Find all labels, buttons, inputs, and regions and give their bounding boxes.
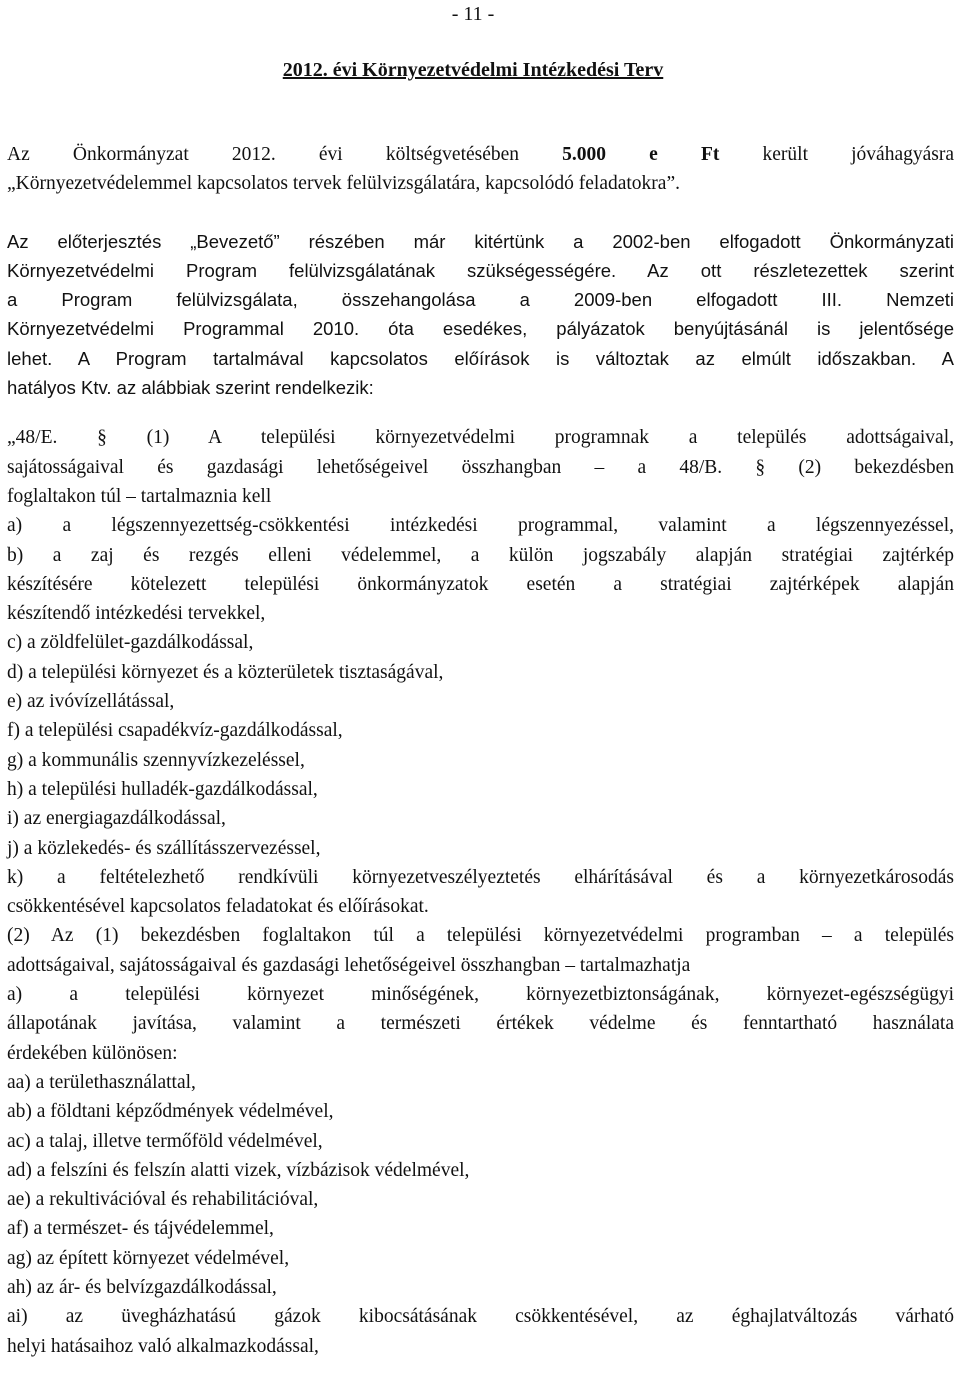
law-text-line: készítendő intézkedési tervekkel, (7, 603, 266, 625)
budget-amount: 5.000 e Ft (562, 144, 720, 165)
law-list-item: f) a települési csapadékvíz-gazdálkodással, (7, 720, 343, 742)
intro-paragraph-line: Az előterjesztés „Bevezető” részében már kitértünk a 2002-ben elfogadott Önkormányzati (7, 230, 954, 252)
law-text-line: (2) Az (1) bekezdésben foglaltakon túl a települési környezetvédelmi programban – a település (7, 925, 954, 947)
budget-paragraph-line-2: „Környezetvédelemmel kapcsolatos tervek felülvizsgálatára, kapcsolódó feladatokra”. (7, 173, 680, 195)
law-list-item: j) a közlekedés- és szállításszervezéssel, (7, 837, 321, 859)
document-body (7, 140, 954, 1361)
law-text-line: sajátosságaival és gazdasági lehetőségeivel összhangban – a 48/B. § (2) bekezdésben (7, 456, 954, 478)
law-sublist-item: ae) a rekultivációval és rehabilitációval, (7, 1189, 319, 1211)
intro-paragraph-line: lehet. A Program tartalmával kapcsolatos előírások is változtak az elmúlt időszakban. A (7, 347, 954, 369)
law-text-line: b) a zaj és rezgés elleni védelemmel, a külön jogszabály alapján stratégiai zajtérkép (7, 544, 954, 566)
law-sublist-item: ah) az ár- és belvízgazdálkodással, (7, 1276, 277, 1298)
law-sublist-item: ag) az épített környezet védelmével, (7, 1247, 290, 1269)
law-sublist-item: aa) a területhasználattal, (7, 1071, 196, 1093)
law-text-line: állapotának javítása, valamint a természeti értékek védelme és fenntartható használata (7, 1013, 954, 1035)
document-title: 2012. évi Környezetvédelmi Intézkedési Terv (282, 59, 664, 81)
intro-paragraph-line: hatályos Ktv. az alábbiak szerint rendelkezik: (7, 377, 374, 399)
law-text-line: foglaltakon túl – tartalmaznia kell (7, 485, 272, 507)
law-sublist-item: ad) a felszíni és felszín alatti vizek, vízbázisok védelmével, (7, 1159, 470, 1181)
law-text-line: adottságaival, sajátosságaival és gazdasági lehetőségeivel összhangban – tartalmazhatja (7, 954, 691, 976)
law-list-item: g) a kommunális szennyvízkezeléssel, (7, 749, 305, 771)
law-list-item: d) a települési környezet és a közterületek tisztaságával, (7, 661, 444, 683)
intro-paragraph-line: Környezetvédelmi Programmal 2010. óta esedékes, pályázatok benyújtásánál is jelentősége (7, 318, 954, 340)
law-text-line: helyi hatásaihoz való alkalmazkodással, (7, 1335, 319, 1357)
law-sublist-item: ac) a talaj, illetve termőföld védelmével, (7, 1130, 323, 1152)
page-number: - 11 - (451, 3, 495, 25)
law-sublist-item: af) a természet- és tájvédelemmel, (7, 1218, 274, 1240)
law-list-item: a) a települési környezet minőségének, környezetbiztonságának, környezet-egészségügyi (7, 984, 954, 1006)
intro-paragraph-line: Környezetvédelmi Program felülvizsgálatának szükségességére. Az ott részletezettek szerint (7, 259, 954, 281)
budget-paragraph-line-1 (7, 140, 954, 169)
law-text-line: a) a légszennyezettség-csökkentési intézkedési programmal, valamint a légszennyezéssel, (7, 515, 954, 537)
law-text-line: „48/E. § (1) A települési környezetvédelmi programnak a település adottságaival, (7, 427, 954, 449)
law-list-item: c) a zöldfelület-gazdálkodással, (7, 632, 254, 654)
budget-text-pre: Az Önkormányzat 2012. évi költségvetésében (7, 144, 563, 165)
law-list-item: i) az energiagazdálkodással, (7, 808, 226, 830)
law-list-item: e) az ivóvízellátással, (7, 691, 175, 713)
law-text-line: készítésére kötelezett települési önkormányzatok esetén a stratégiai zajtérképek alapján (7, 573, 954, 595)
law-list-item: k) a feltételezhető rendkívüli környezetveszélyeztetés elhárításával és a környezetkárosodás (7, 866, 954, 888)
budget-text-post: került jóváhagyásra (719, 144, 954, 165)
law-sublist-item: ai) az üvegházhatású gázok kibocsátásának csökkentésével, az éghajlatváltozás várható (7, 1306, 954, 1328)
intro-paragraph-line: a Program felülvizsgálata, összehangolása a 2009-ben elfogadott III. Nemzeti (7, 289, 954, 311)
law-sublist-item: ab) a földtani képződmények védelmével, (7, 1101, 334, 1123)
law-text-line: érdekében különösen: (7, 1042, 178, 1064)
law-text-line: csökkentésével kapcsolatos feladatokat és előírásokat. (7, 896, 429, 918)
law-list-item: h) a települési hulladék-gazdálkodással, (7, 778, 318, 800)
